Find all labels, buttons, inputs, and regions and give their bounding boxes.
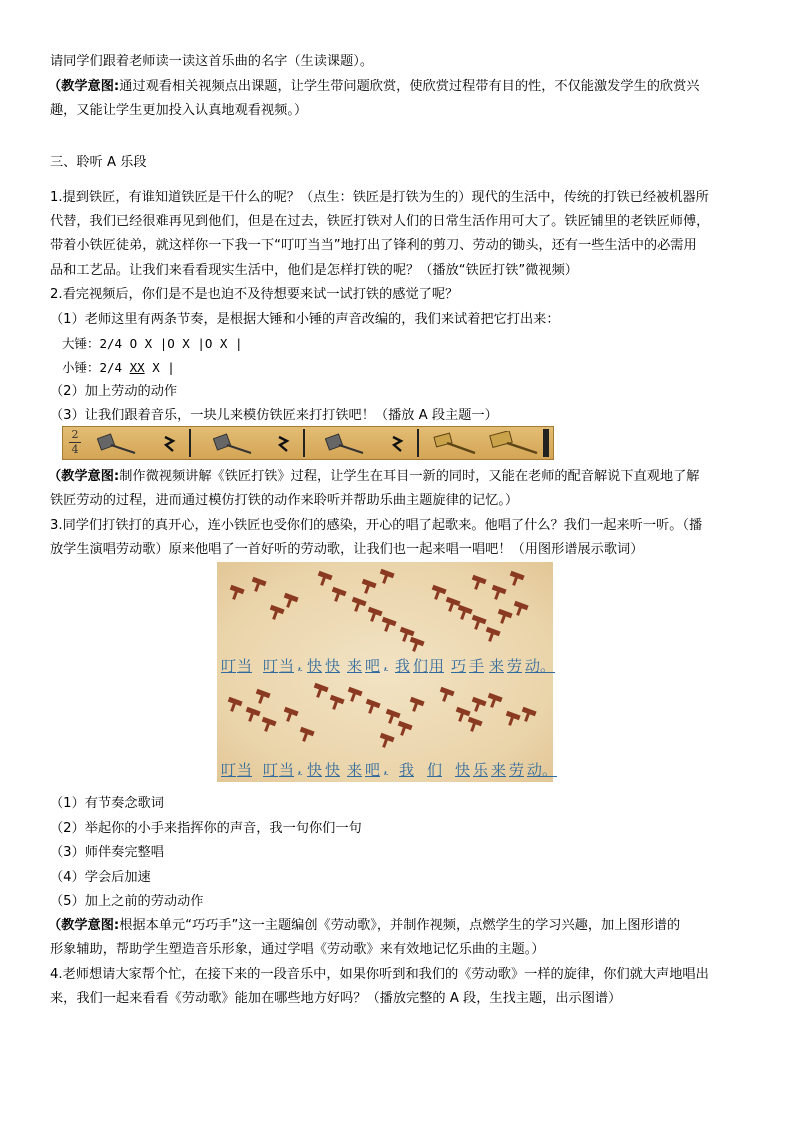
small-hammer-icon (97, 433, 137, 455)
sing-step-5: （5）加上之前的劳动动作 (50, 894, 204, 909)
sing-step-3: （3）师伴奏完整唱 (50, 845, 164, 860)
hammer-icon (483, 627, 501, 644)
time-signature: $\frac{2}{4}$ (69, 428, 81, 457)
hammer-icon (465, 717, 483, 734)
final-barline (543, 429, 549, 457)
intent-3-label: （教学意图: (48, 918, 120, 933)
hammer-icon (297, 727, 315, 744)
hammer-icon (365, 607, 383, 624)
intent-3-line-1 (48, 917, 680, 935)
hammer-icon (359, 579, 377, 596)
rhythm-small-prefix: 小锤：2/4 (62, 360, 130, 375)
lyric-graphic-score-image (217, 562, 558, 782)
hammer-icon (429, 585, 447, 602)
question-3-line-1: 3.同学们打铁打的真开心，连小铁匠也受你们的感染，开心的唱了起歌来。他唱了什么？我们一起来听一听。（播 (50, 518, 703, 533)
intent-2-line-2: 铁匠劳动的过程，进而通过模仿打铁的动作来聆听并帮助乐曲主题旋律的记忆。） (50, 493, 519, 508)
rhythm-strip-image (62, 426, 554, 460)
barline (417, 429, 419, 457)
hammer-icon (489, 585, 507, 602)
intent-3-line-2: 形象辅助，帮助学生塑造音乐形象，通过学唱《劳动歌》来有效地记忆乐曲的主题。） (50, 942, 545, 957)
intent-1-line-2: 趣，又能让学生更加投入认真地观看视频。） (50, 103, 308, 118)
question-1-line-3: 带着小铁匠徒弟，就这样你一下我一下“叮叮当当”地打出了锋利的剪刀、劳动的锄头，还有一些生活中的必需用 (50, 238, 697, 253)
question-2: 2.看完视频后，你们是不是也迫不及待想要来试一试打铁的感觉了呢？ (50, 287, 459, 302)
hammer-icon (407, 697, 425, 714)
hammer-icon (363, 699, 381, 716)
hammer-icon (443, 597, 461, 614)
intro-line: 请同学们跟着老师读一读这首乐曲的名字（生读课题）。 (50, 54, 374, 69)
question-3-line-2: 放学生演唱劳动歌）原来他唱了一首好听的劳动歌，让我们也一起来唱一唱吧！（用图形谱展示歌词） (50, 542, 644, 557)
hammer-icon (377, 733, 395, 750)
hammer-icon (511, 601, 529, 618)
intent-1-label: （教学意图: (48, 79, 120, 94)
hammer-icon (311, 683, 329, 700)
hammer-icon (249, 577, 267, 594)
hammer-icon (507, 571, 525, 588)
intent-3-text-1: 根据本单元“巧巧手”这一主题编创《劳动歌》，并制作视频，点燃学生的学习兴趣，加上图形谱的 (119, 918, 681, 933)
hammer-icon (383, 709, 401, 726)
lyric-line-2: 叮 当 叮 当 , 快 快 来 吧 , 我 们 快 乐 来 劳 动。 (221, 759, 558, 779)
section-heading: 三、聆听 A 乐段 (50, 155, 147, 170)
barline (189, 429, 191, 457)
intent-2-line-1 (48, 468, 699, 486)
small-hammer-icon (213, 433, 253, 455)
sing-step-4: （4）学会后加速 (50, 870, 151, 885)
question-4-line-2: 来，我们一起来看看《劳动歌》能加在哪些地方好吗？（播放完整的 A 段，生找主题，出示图谱） (50, 991, 622, 1006)
rhythm-small-suffix: X | (144, 360, 175, 375)
rhythm-small-xx: XX (129, 360, 145, 375)
hammer-icon (503, 711, 521, 728)
rest-icon (389, 435, 405, 453)
intent-1-text-1: 通过观看相关视频点出课题，让学生带问题欣赏，使欣赏过程带有目的性，不仅能激发学生的欣赏兴 (119, 79, 700, 94)
hammer-icon (395, 721, 413, 738)
sing-step-1: （1）有节奏念歌词 (50, 796, 164, 811)
question-2-step-2: （2）加上劳动的动作 (50, 384, 178, 399)
intent-2-label: （教学意图: (48, 469, 120, 484)
hammer-icon (495, 609, 513, 626)
barline (303, 429, 305, 457)
hammer-icon (469, 697, 487, 714)
rest-icon (275, 435, 291, 453)
hammer-icon (407, 637, 425, 654)
small-hammer-icon (325, 433, 365, 455)
hammer-icon (379, 617, 397, 634)
hammer-icon (469, 615, 487, 632)
hammer-icon (455, 605, 473, 622)
hammer-icon (281, 593, 299, 610)
question-1-line-2: 代替，我们已经很难再见到他们，但是在过去，铁匠打铁对人们的日常生活作用可大了。铁匠铺里的老铁匠师傅， (50, 214, 710, 229)
sing-step-2: （2）举起你的小手来指挥你的声音，我一句你们一句 (50, 821, 362, 836)
intent-2-text-1: 制作微视频讲解《铁匠打铁》过程，让学生在耳目一新的同时，又能在老师的配音解说下直观地了解 (119, 469, 700, 484)
rhythm-big-hammer: 大锤：2/4 O X |O X |O X | (62, 336, 243, 351)
hammer-icon (519, 707, 537, 724)
question-1-line-1: 1.提到铁匠，有谁知道铁匠是干什么的呢？（点生：铁匠是打铁为生的）现代的生活中，传统的打铁已经被机器所 (50, 190, 709, 205)
hammer-icon (345, 687, 363, 704)
question-2-step-1: （1）老师这里有两条节奏，是根据大锤和小锤的声音改编的，我们来试着把它打出来： (50, 312, 560, 327)
lyric-line-1: 叮 当 叮 当 , 快 快 来 吧 , 我 们 用 巧 手 来 劳 动。 (221, 655, 556, 675)
question-1-line-4: 品和工艺品。让我们来看看现实生活中，他们是怎样打铁的呢？（播放“铁匠打铁”微视频） (50, 263, 578, 278)
rest-icon (161, 435, 177, 453)
hammer-icon (377, 569, 395, 586)
hammer-icon (315, 571, 333, 588)
hammer-icon (225, 697, 243, 714)
question-4-line-1: 4.老师想请大家帮个忙，在接下来的一段音乐中，如果你听到和我们的《劳动歌》一样的旋律，你们就大声地唱出 (50, 967, 709, 982)
hammer-icon (327, 695, 345, 712)
intent-1-line-1 (48, 78, 699, 96)
hammer-icon (281, 707, 299, 724)
hammer-icon (259, 717, 277, 734)
hammer-icon (485, 693, 503, 710)
hammer-icon (227, 585, 245, 602)
hammer-icon (243, 707, 261, 724)
rhythm-small-hammer (62, 359, 175, 377)
question-2-step-3: （3）让我们跟着音乐，一块儿来模仿铁匠来打打铁吧！（播放 A 段主题一） (50, 408, 498, 423)
hammer-icon (329, 587, 347, 604)
hammer-icon (267, 605, 285, 622)
hammer-icon (349, 597, 367, 614)
hammer-icon (469, 575, 487, 592)
big-hammers-icon (429, 431, 541, 457)
hammer-icon (253, 689, 271, 706)
hammer-icon (437, 687, 455, 704)
